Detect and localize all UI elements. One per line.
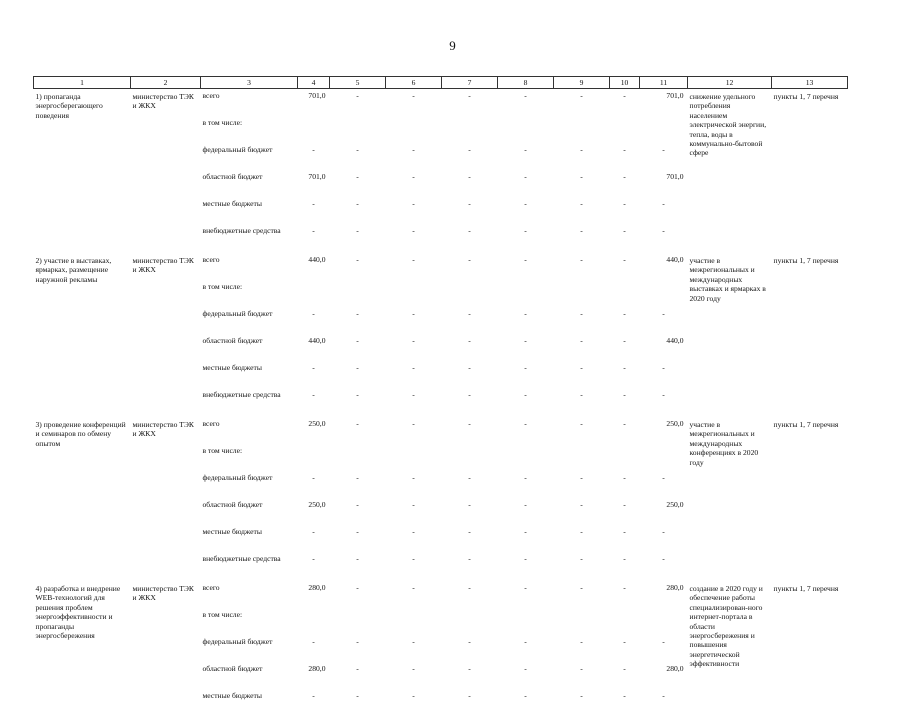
value-cell-c4: - [298, 363, 330, 390]
value-cell-c8 [498, 118, 554, 145]
value-cell-c8: - [498, 226, 554, 253]
funding-source-label: федеральный бюджет [201, 473, 298, 500]
column-number-row [34, 77, 848, 89]
column-header-9: 9 [554, 77, 610, 89]
funding-source-label: местные бюджеты [201, 527, 298, 554]
funding-source-label: внебюджетные средства [201, 554, 298, 581]
value-cell-c6: - [386, 226, 442, 253]
value-cell-c11: 250,0 [640, 500, 688, 527]
value-cell-c11: - [640, 637, 688, 664]
expected-result-cell: снижение удельного потребления населением электрической энергии, тепла, воды в коммунально-бытовой сфере [688, 89, 772, 254]
value-cell-c5: - [330, 199, 386, 226]
value-cell-c4: - [298, 554, 330, 581]
value-cell-c11 [640, 282, 688, 309]
value-cell-c4: - [298, 473, 330, 500]
value-cell-c6: - [386, 89, 442, 119]
value-cell-c10: - [610, 417, 640, 446]
value-cell-c8: - [498, 500, 554, 527]
column-header-2: 2 [131, 77, 201, 89]
value-cell-c6: - [386, 363, 442, 390]
value-cell-c6 [386, 118, 442, 145]
value-cell-c4: - [298, 309, 330, 336]
value-cell-c4: 280,0 [298, 581, 330, 610]
value-cell-c5: - [330, 664, 386, 691]
value-cell-c7 [442, 446, 498, 473]
value-cell-c9: - [554, 226, 610, 253]
value-cell-c7: - [442, 390, 498, 417]
value-cell-c6: - [386, 637, 442, 664]
value-cell-c5: - [330, 637, 386, 664]
value-cell-c7: - [442, 554, 498, 581]
value-cell-c4: 440,0 [298, 253, 330, 282]
value-cell-c8: - [498, 390, 554, 417]
value-cell-c10 [610, 118, 640, 145]
value-cell-c4: 701,0 [298, 172, 330, 199]
value-cell-c9 [554, 118, 610, 145]
measure-title: 1) пропаганда энергосберегающего поведения [34, 89, 131, 254]
reference-cell: пункты 1, 7 перечня [772, 253, 848, 417]
value-cell-c5: - [330, 253, 386, 282]
value-cell-c6: - [386, 253, 442, 282]
value-cell-c10: - [610, 309, 640, 336]
value-cell-c5: - [330, 390, 386, 417]
measure-title: 3) проведение конференций и семинаров по обмену опытом [34, 417, 131, 581]
value-cell-c6: - [386, 473, 442, 500]
table-row [34, 89, 848, 119]
funding-source-label: внебюджетные средства [201, 390, 298, 417]
value-cell-c7: - [442, 581, 498, 610]
expected-result-cell: участие в межрегиональных и международных конференциях в 2020 году [688, 417, 772, 581]
expected-result-cell: участие в межрегиональных и международных выставках и ярмарках в 2020 году [688, 253, 772, 417]
value-cell-c9: - [554, 253, 610, 282]
column-header-8: 8 [498, 77, 554, 89]
value-cell-c9 [554, 282, 610, 309]
value-cell-c4 [298, 282, 330, 309]
value-cell-c7: - [442, 253, 498, 282]
value-cell-c7: - [442, 336, 498, 363]
value-cell-c5: - [330, 500, 386, 527]
value-cell-c5: - [330, 89, 386, 119]
table-row [34, 253, 848, 282]
value-cell-c8: - [498, 581, 554, 610]
value-cell-c7: - [442, 226, 498, 253]
value-cell-c11: 250,0 [640, 417, 688, 446]
value-cell-c9: - [554, 691, 610, 718]
value-cell-c9: - [554, 336, 610, 363]
value-cell-c8 [498, 446, 554, 473]
value-cell-c11: - [640, 309, 688, 336]
value-cell-c11: 440,0 [640, 336, 688, 363]
value-cell-c9: - [554, 664, 610, 691]
value-cell-c5 [330, 118, 386, 145]
value-cell-c11: 701,0 [640, 172, 688, 199]
value-cell-c5: - [330, 172, 386, 199]
value-cell-c10: - [610, 199, 640, 226]
value-cell-c10: - [610, 89, 640, 119]
value-cell-c11: - [640, 226, 688, 253]
value-cell-c7: - [442, 363, 498, 390]
value-cell-c8: - [498, 309, 554, 336]
value-cell-c5: - [330, 527, 386, 554]
reference-cell: пункты 1, 7 перечня [772, 581, 848, 718]
value-cell-c8: - [498, 664, 554, 691]
value-cell-c7: - [442, 309, 498, 336]
value-cell-c9: - [554, 581, 610, 610]
value-cell-c4: - [298, 390, 330, 417]
executor-cell: министерство ТЭК и ЖКХ [131, 253, 201, 417]
column-header-7: 7 [442, 77, 498, 89]
value-cell-c6: - [386, 309, 442, 336]
value-cell-c5: - [330, 691, 386, 718]
value-cell-c10: - [610, 500, 640, 527]
value-cell-c6: - [386, 500, 442, 527]
value-cell-c6: - [386, 145, 442, 172]
value-cell-c6: - [386, 172, 442, 199]
value-cell-c5 [330, 446, 386, 473]
value-cell-c10: - [610, 637, 640, 664]
value-cell-c10 [610, 610, 640, 637]
value-cell-c4: - [298, 691, 330, 718]
value-cell-c7: - [442, 199, 498, 226]
value-cell-c4: - [298, 527, 330, 554]
value-cell-c8: - [498, 336, 554, 363]
value-cell-c5: - [330, 363, 386, 390]
value-cell-c6: - [386, 664, 442, 691]
value-cell-c4 [298, 610, 330, 637]
value-cell-c4: 250,0 [298, 417, 330, 446]
value-cell-c8: - [498, 253, 554, 282]
value-cell-c9: - [554, 473, 610, 500]
value-cell-c9: - [554, 527, 610, 554]
value-cell-c10: - [610, 691, 640, 718]
executor-cell: министерство ТЭК и ЖКХ [131, 417, 201, 581]
value-cell-c7: - [442, 637, 498, 664]
value-cell-c9: - [554, 363, 610, 390]
value-cell-c4: - [298, 226, 330, 253]
column-header-12: 12 [688, 77, 772, 89]
value-cell-c11: 280,0 [640, 581, 688, 610]
value-cell-c11 [640, 610, 688, 637]
value-cell-c8: - [498, 199, 554, 226]
value-cell-c10: - [610, 581, 640, 610]
value-cell-c11: - [640, 473, 688, 500]
funding-source-label: в том числе: [201, 610, 298, 637]
value-cell-c7: - [442, 527, 498, 554]
value-cell-c9: - [554, 145, 610, 172]
value-cell-c7 [442, 118, 498, 145]
value-cell-c8: - [498, 417, 554, 446]
value-cell-c5: - [330, 581, 386, 610]
value-cell-c6 [386, 282, 442, 309]
value-cell-c7: - [442, 664, 498, 691]
table-row [34, 581, 848, 610]
value-cell-c11: - [640, 390, 688, 417]
value-cell-c9 [554, 610, 610, 637]
executor-cell: министерство ТЭК и ЖКХ [131, 89, 201, 254]
value-cell-c11: - [640, 554, 688, 581]
value-cell-c9: - [554, 500, 610, 527]
value-cell-c4 [298, 118, 330, 145]
value-cell-c10: - [610, 172, 640, 199]
value-cell-c11 [640, 446, 688, 473]
value-cell-c6: - [386, 554, 442, 581]
value-cell-c8: - [498, 473, 554, 500]
funding-source-label: в том числе: [201, 118, 298, 145]
value-cell-c7: - [442, 500, 498, 527]
value-cell-c8: - [498, 527, 554, 554]
column-header-3: 3 [201, 77, 298, 89]
page-number: 9 [0, 38, 905, 54]
funding-source-label: всего [201, 253, 298, 282]
table-body [34, 89, 848, 718]
value-cell-c10: - [610, 145, 640, 172]
value-cell-c8: - [498, 691, 554, 718]
executor-cell: министерство ТЭК и ЖКХ [131, 581, 201, 718]
funding-source-label: федеральный бюджет [201, 637, 298, 664]
value-cell-c10: - [610, 390, 640, 417]
funding-source-label: областной бюджет [201, 336, 298, 363]
value-cell-c7: - [442, 89, 498, 119]
measure-title: 2) участие в выставках, ярмарках, размещение наружной рекламы [34, 253, 131, 417]
column-header-1: 1 [34, 77, 131, 89]
value-cell-c6: - [386, 390, 442, 417]
value-cell-c5: - [330, 473, 386, 500]
value-cell-c6: - [386, 527, 442, 554]
funding-source-label: в том числе: [201, 446, 298, 473]
value-cell-c11: 440,0 [640, 253, 688, 282]
column-header-6: 6 [386, 77, 442, 89]
reference-cell: пункты 1, 7 перечня [772, 89, 848, 254]
funding-source-label: всего [201, 417, 298, 446]
value-cell-c7: - [442, 145, 498, 172]
funding-source-label: всего [201, 581, 298, 610]
column-header-11: 11 [640, 77, 688, 89]
value-cell-c4: 250,0 [298, 500, 330, 527]
column-header-10: 10 [610, 77, 640, 89]
value-cell-c9: - [554, 89, 610, 119]
column-header-13: 13 [772, 77, 848, 89]
value-cell-c6: - [386, 691, 442, 718]
value-cell-c11: 701,0 [640, 89, 688, 119]
value-cell-c11 [640, 118, 688, 145]
value-cell-c4: - [298, 145, 330, 172]
value-cell-c10: - [610, 226, 640, 253]
value-cell-c4 [298, 446, 330, 473]
value-cell-c10: - [610, 664, 640, 691]
value-cell-c8 [498, 282, 554, 309]
funding-source-label: областной бюджет [201, 500, 298, 527]
value-cell-c4: 280,0 [298, 664, 330, 691]
funding-source-label: местные бюджеты [201, 363, 298, 390]
value-cell-c10: - [610, 253, 640, 282]
value-cell-c8: - [498, 145, 554, 172]
value-cell-c9: - [554, 309, 610, 336]
funding-source-label: местные бюджеты [201, 691, 298, 718]
column-header-4: 4 [298, 77, 330, 89]
value-cell-c8 [498, 610, 554, 637]
value-cell-c7: - [442, 417, 498, 446]
value-cell-c5: - [330, 417, 386, 446]
value-cell-c9: - [554, 172, 610, 199]
value-cell-c10: - [610, 473, 640, 500]
value-cell-c9 [554, 446, 610, 473]
funding-source-label: внебюджетные средства [201, 226, 298, 253]
value-cell-c5 [330, 282, 386, 309]
value-cell-c11: - [640, 691, 688, 718]
value-cell-c7 [442, 610, 498, 637]
funding-source-label: областной бюджет [201, 172, 298, 199]
funding-source-label: в том числе: [201, 282, 298, 309]
value-cell-c8: - [498, 172, 554, 199]
value-cell-c6 [386, 610, 442, 637]
value-cell-c6: - [386, 417, 442, 446]
value-cell-c11: 280,0 [640, 664, 688, 691]
value-cell-c10: - [610, 554, 640, 581]
value-cell-c10 [610, 282, 640, 309]
column-header-5: 5 [330, 77, 386, 89]
value-cell-c5: - [330, 226, 386, 253]
value-cell-c7: - [442, 473, 498, 500]
value-cell-c4: 701,0 [298, 89, 330, 119]
value-cell-c10 [610, 446, 640, 473]
funding-source-label: областной бюджет [201, 664, 298, 691]
value-cell-c8: - [498, 637, 554, 664]
value-cell-c4: 440,0 [298, 336, 330, 363]
value-cell-c6: - [386, 199, 442, 226]
value-cell-c8: - [498, 554, 554, 581]
value-cell-c8: - [498, 363, 554, 390]
value-cell-c6: - [386, 336, 442, 363]
value-cell-c11: - [640, 363, 688, 390]
value-cell-c6 [386, 446, 442, 473]
table-header [34, 77, 848, 89]
value-cell-c11: - [640, 527, 688, 554]
value-cell-c5 [330, 610, 386, 637]
value-cell-c9: - [554, 554, 610, 581]
value-cell-c6: - [386, 581, 442, 610]
funding-source-label: федеральный бюджет [201, 145, 298, 172]
value-cell-c7: - [442, 691, 498, 718]
value-cell-c5: - [330, 336, 386, 363]
value-cell-c4: - [298, 637, 330, 664]
reference-cell: пункты 1, 7 перечня [772, 417, 848, 581]
budget-table [33, 76, 848, 718]
expected-result-cell: создание в 2020 году и обеспечение работы специализирован-ного интернет-портала в области энергосбережения и повышения энергетической эффективности [688, 581, 772, 718]
funding-source-label: всего [201, 89, 298, 119]
table-row [34, 417, 848, 446]
measure-title: 4) разработка и внедрение WEB-технологий для решения проблем энергоэффективности и пропаганды энергосбережения [34, 581, 131, 718]
value-cell-c11: - [640, 145, 688, 172]
value-cell-c5: - [330, 554, 386, 581]
value-cell-c8: - [498, 89, 554, 119]
value-cell-c9: - [554, 199, 610, 226]
value-cell-c7 [442, 282, 498, 309]
funding-source-label: местные бюджеты [201, 199, 298, 226]
value-cell-c11: - [640, 199, 688, 226]
value-cell-c9: - [554, 637, 610, 664]
value-cell-c5: - [330, 309, 386, 336]
value-cell-c4: - [298, 199, 330, 226]
value-cell-c10: - [610, 527, 640, 554]
value-cell-c9: - [554, 417, 610, 446]
value-cell-c9: - [554, 390, 610, 417]
funding-source-label: федеральный бюджет [201, 309, 298, 336]
value-cell-c10: - [610, 363, 640, 390]
value-cell-c10: - [610, 336, 640, 363]
value-cell-c5: - [330, 145, 386, 172]
value-cell-c7: - [442, 172, 498, 199]
